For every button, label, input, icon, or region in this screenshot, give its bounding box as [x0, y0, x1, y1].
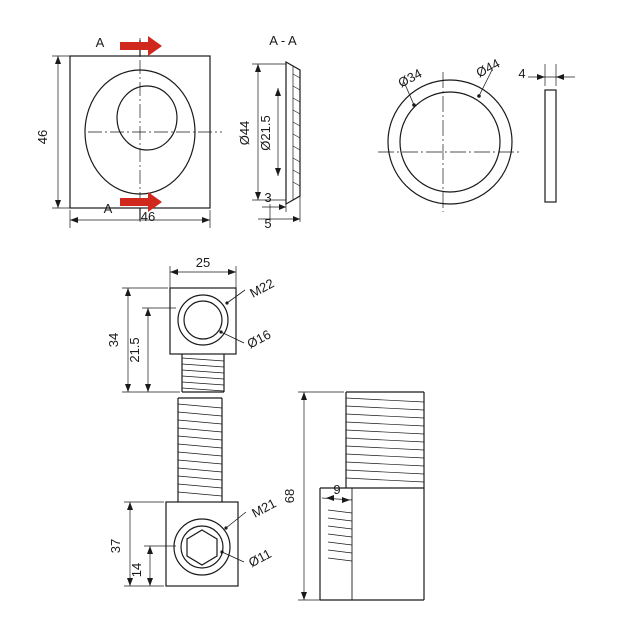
- label-elbow-height-partial: 21.5: [127, 337, 142, 363]
- arrow-inner-top: [275, 88, 281, 96]
- nipple-upper-threads: [346, 398, 424, 482]
- washer-side-outline: [545, 90, 556, 202]
- elbow-thread-outer: [178, 295, 228, 345]
- square-flange-front-view: [52, 36, 222, 228]
- leader-dot-m21: [224, 526, 227, 529]
- arrow-nipple-top: [301, 392, 307, 400]
- label-elbow-width: 25: [195, 255, 211, 270]
- section-arrow-top-head: [148, 36, 162, 56]
- socket-thread-lines: [178, 404, 222, 496]
- arrow-washer-thk-right: [556, 74, 564, 80]
- leader-m21: [226, 512, 246, 528]
- washer-outer-circle: [388, 80, 512, 204]
- label-nipple-thread-length: 9: [333, 482, 341, 497]
- label-socket-height-partial: 14: [129, 562, 144, 578]
- arrow-elbow-h-top: [125, 288, 131, 296]
- label-elbow-thread: M22: [247, 275, 277, 301]
- shank-thread-lines: [182, 358, 224, 391]
- arrow-elbow-h-bottom: [125, 384, 131, 392]
- arrow-socket-h-bottom: [127, 578, 133, 586]
- threaded-nipple-view: [298, 392, 424, 600]
- arrow-outer-top: [255, 64, 261, 72]
- section-arrow-bottom: [120, 198, 148, 206]
- label-thickness-2: 5: [264, 216, 272, 231]
- arrow-elbow-width-right: [228, 269, 236, 275]
- label-section-a-top: A: [95, 35, 105, 50]
- arrowhead-down: [55, 200, 61, 208]
- socket-hex-recess: [187, 530, 217, 565]
- arrowhead-left: [70, 217, 78, 223]
- arrow-inner-bottom: [275, 168, 281, 176]
- elbow-fitting-view: [122, 266, 245, 392]
- arrow-elbow-p-bottom: [145, 384, 151, 392]
- leader-dot-bore11: [220, 550, 223, 553]
- label-outer-dia: Ø44: [237, 120, 252, 146]
- label-inner-dia: Ø21.5: [258, 115, 273, 151]
- label-section-a-bottom: A: [103, 201, 113, 216]
- label-washer-inner-dia: Ø34: [395, 65, 425, 91]
- socket-thread-outer: [174, 519, 230, 575]
- elbow-body-square: [170, 288, 236, 354]
- washer-front-view: [378, 70, 522, 212]
- label-flange-width: 46: [140, 209, 156, 224]
- label-elbow-bore: Ø16: [244, 326, 274, 352]
- label-thickness-1: 3: [264, 190, 272, 205]
- washer-side-view: [528, 64, 575, 202]
- arrowhead-up: [55, 56, 61, 64]
- label-section-title: A - A: [269, 33, 297, 48]
- arrow-elbow-p-top: [145, 308, 151, 316]
- leader-dot-bore16: [219, 330, 222, 333]
- section-hatching: [293, 74, 300, 186]
- section-arrow-top: [120, 42, 148, 50]
- leader-dot-outer: [477, 94, 481, 98]
- arrow-socket-p-top: [147, 546, 153, 554]
- arrow-thread9-right: [342, 497, 350, 503]
- arrow-thk2: [293, 216, 300, 222]
- socket-fitting-view: [124, 398, 246, 586]
- arrowhead-right: [202, 217, 210, 223]
- arrow-outer-bottom: [255, 192, 261, 200]
- label-socket-thread: M21: [249, 495, 279, 521]
- arrow-socket-h-top: [127, 502, 133, 510]
- elbow-bore-circle: [184, 301, 222, 339]
- nipple-internal-threads: [328, 510, 352, 561]
- label-nipple-length: 68: [282, 488, 297, 504]
- leader-dot-m22: [225, 301, 228, 304]
- arrow-nipple-bottom: [301, 592, 307, 600]
- leader-dot-inner: [412, 103, 416, 107]
- label-washer-thickness: 4: [518, 66, 526, 81]
- label-elbow-height-total: 34: [106, 332, 121, 348]
- label-flange-height: 46: [35, 129, 50, 145]
- label-socket-height-total: 37: [108, 538, 123, 554]
- leader-bore16: [221, 332, 244, 343]
- arrow-washer-thk-left: [537, 74, 545, 80]
- flange-bore-circle: [117, 86, 177, 150]
- label-washer-outer-dia: Ø44: [473, 55, 503, 81]
- arrow-thk1: [279, 204, 286, 210]
- socket-body-square: [166, 502, 238, 586]
- washer-inner-circle: [400, 92, 500, 192]
- leader-bore11: [222, 552, 244, 562]
- arrow-socket-p-bottom: [147, 578, 153, 586]
- label-socket-bore: Ø11: [245, 545, 274, 571]
- arrow-elbow-width-left: [170, 269, 178, 275]
